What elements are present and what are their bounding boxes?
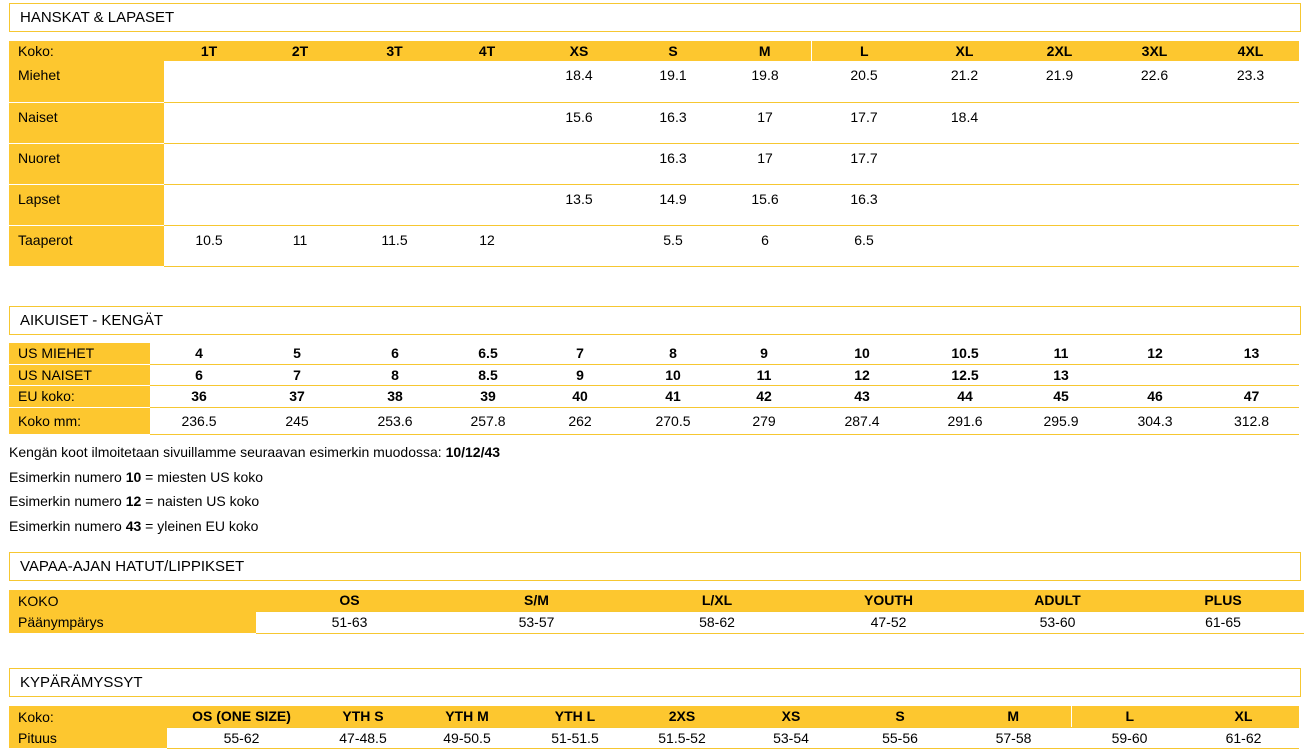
- gloves-title: HANSKAT & LAPASET: [20, 9, 175, 26]
- helmets-cell: 53-54: [738, 727, 844, 748]
- shoes-cell: 6: [346, 343, 444, 364]
- shoe-note: [9, 514, 500, 539]
- note-bold: 43: [125, 517, 142, 534]
- shoes-cell: 37: [248, 385, 346, 407]
- shoes-cell: 45: [1016, 385, 1106, 407]
- gloves-cell: 13.5: [531, 184, 627, 225]
- helmets-size-header: YTH S: [316, 706, 410, 727]
- gloves-cell: 19.1: [627, 61, 719, 102]
- shoes-cell: 41: [628, 385, 718, 407]
- gloves-size-header: M: [719, 41, 811, 61]
- gloves-cell: [1107, 102, 1202, 143]
- helmets-cell: 47-48.5: [316, 727, 410, 748]
- shoes-cell: 287.4: [810, 407, 914, 434]
- hats-size-header: OS: [256, 590, 443, 611]
- shoes-row-label: Koko mm:: [9, 407, 150, 434]
- shoes-cell: 12.5: [914, 364, 1016, 385]
- hats-cell: 47-52: [804, 611, 973, 633]
- gloves-cell: 11: [254, 225, 346, 266]
- gloves-cell: 12: [443, 225, 531, 266]
- gloves-row-taaperot: [9, 225, 1299, 266]
- shoes-cell: 13: [1016, 364, 1106, 385]
- shoe-note: [9, 465, 500, 490]
- gloves-header-row: [9, 41, 1299, 61]
- gloves-size-header: S: [627, 41, 719, 61]
- gloves-size-table: [9, 41, 1299, 267]
- hats-size-header: YOUTH: [804, 590, 973, 611]
- hats-cell: 58-62: [630, 611, 804, 633]
- gloves-cell: [164, 184, 254, 225]
- gloves-cell: 18.4: [917, 102, 1012, 143]
- gloves-row-label: Nuoret: [9, 143, 164, 184]
- gloves-cell: [1107, 184, 1202, 225]
- hats-section-title: [9, 552, 1301, 581]
- shoes-cell: [1204, 364, 1299, 385]
- shoes-row-us-men: [9, 343, 1299, 364]
- shoes-cell: 257.8: [444, 407, 532, 434]
- gloves-cell: 17.7: [811, 143, 917, 184]
- helmets-size-header: S: [844, 706, 956, 727]
- gloves-size-header: 2T: [254, 41, 346, 61]
- helmets-row-length: [9, 727, 1299, 748]
- gloves-cell: [1107, 225, 1202, 266]
- gloves-row-miehet: [9, 61, 1299, 102]
- hats-cell: 61-65: [1142, 611, 1304, 633]
- note-bold: 10/12/43: [445, 444, 501, 460]
- shoes-row-us-women: [9, 364, 1299, 385]
- shoes-row-mm: [9, 407, 1299, 434]
- helmets-cell: 61-62: [1188, 727, 1299, 748]
- shoes-row-label: US NAISET: [9, 364, 150, 385]
- gloves-cell: 10.5: [164, 225, 254, 266]
- gloves-cell: [346, 61, 443, 102]
- gloves-size-header: XL: [917, 41, 1012, 61]
- gloves-row-label: Taaperot: [9, 225, 164, 266]
- shoes-cell: 38: [346, 385, 444, 407]
- gloves-cell: [164, 61, 254, 102]
- gloves-cell: 16.3: [811, 184, 917, 225]
- shoes-cell: 12: [810, 364, 914, 385]
- gloves-cell: [1202, 184, 1299, 225]
- gloves-cell: [443, 102, 531, 143]
- gloves-cell: [1012, 143, 1107, 184]
- shoes-cell: 312.8: [1204, 407, 1299, 434]
- helmets-size-header: 2XS: [626, 706, 738, 727]
- shoes-cell: 4: [150, 343, 248, 364]
- shoes-row-eu: [9, 385, 1299, 407]
- note-bold: 12: [125, 493, 142, 509]
- gloves-row-naiset: [9, 102, 1299, 143]
- hats-cell: 53-57: [443, 611, 630, 633]
- helmets-cell: 49-50.5: [410, 727, 524, 748]
- shoes-cell: 270.5: [628, 407, 718, 434]
- gloves-cell: [1202, 143, 1299, 184]
- hats-header-label: KOKO: [9, 590, 256, 611]
- gloves-cell: [443, 143, 531, 184]
- gloves-cell: [164, 102, 254, 143]
- gloves-cell: [254, 61, 346, 102]
- helmets-cell: 51.5-52: [626, 727, 738, 748]
- helmets-cell: 57-58: [956, 727, 1071, 748]
- gloves-cell: [917, 225, 1012, 266]
- gloves-section-title: [9, 3, 1301, 32]
- gloves-cell: 22.6: [1107, 61, 1202, 102]
- shoes-section-title: [9, 306, 1301, 335]
- gloves-size-header: 1T: [164, 41, 254, 61]
- hats-cell: 51-63: [256, 611, 443, 633]
- helmets-title: KYPÄRÄMYSSYT: [20, 674, 143, 691]
- gloves-cell: [531, 225, 627, 266]
- hats-cell: 53-60: [973, 611, 1142, 633]
- note-text: Esimerkin numero: [9, 493, 126, 509]
- gloves-cell: 15.6: [719, 184, 811, 225]
- gloves-cell: 21.9: [1012, 61, 1107, 102]
- gloves-cell: 21.2: [917, 61, 1012, 102]
- gloves-cell: [1012, 225, 1107, 266]
- gloves-cell: [254, 184, 346, 225]
- gloves-cell: 20.5: [811, 61, 917, 102]
- gloves-cell: [1012, 102, 1107, 143]
- note-bold: 10: [125, 468, 142, 485]
- shoes-cell: 9: [718, 343, 810, 364]
- shoes-cell: 245: [248, 407, 346, 434]
- gloves-row-label: Lapset: [9, 184, 164, 225]
- gloves-size-header: L: [811, 41, 917, 61]
- gloves-cell: 15.6: [531, 102, 627, 143]
- hats-size-header: PLUS: [1142, 590, 1304, 611]
- shoes-cell: 8: [628, 343, 718, 364]
- gloves-cell: [346, 184, 443, 225]
- helmets-cell: 59-60: [1071, 727, 1188, 748]
- shoes-cell: 9: [532, 364, 628, 385]
- shoes-cell: 291.6: [914, 407, 1016, 434]
- gloves-cell: 5.5: [627, 225, 719, 266]
- gloves-cell: [443, 61, 531, 102]
- hats-size-header: S/M: [443, 590, 630, 611]
- helmets-size-table: [9, 706, 1299, 749]
- gloves-cell: 6: [719, 225, 811, 266]
- gloves-cell: 18.4: [531, 61, 627, 102]
- gloves-cell: 19.8: [719, 61, 811, 102]
- shoes-cell: [1106, 364, 1204, 385]
- gloves-cell: [531, 143, 627, 184]
- gloves-row-lapset: [9, 184, 1299, 225]
- helmets-size-header: XS: [738, 706, 844, 727]
- shoes-cell: 39: [444, 385, 532, 407]
- gloves-size-header: 3XL: [1107, 41, 1202, 61]
- note-text: Esimerkin numero: [9, 517, 126, 534]
- helmets-size-header: YTH M: [410, 706, 524, 727]
- gloves-row-nuoret: [9, 143, 1299, 184]
- note-after: = miesten US koko: [141, 468, 264, 485]
- shoes-row-label: EU koko:: [9, 385, 150, 407]
- gloves-cell: [346, 102, 443, 143]
- helmets-row-label: Pituus: [9, 727, 167, 748]
- gloves-cell: [917, 143, 1012, 184]
- shoes-cell: 11: [1016, 343, 1106, 364]
- hats-size-table: [9, 590, 1304, 634]
- helmets-size-header: OS (ONE SIZE): [167, 706, 316, 727]
- note-text: Kengän koot ilmoitetaan sivuillamme seuraavan esimerkin muodossa:: [9, 444, 446, 460]
- shoes-cell: 10: [810, 343, 914, 364]
- gloves-size-header: XS: [531, 41, 627, 61]
- helmets-size-header: L: [1071, 706, 1188, 727]
- gloves-cell: [1202, 102, 1299, 143]
- gloves-cell: 17: [719, 143, 811, 184]
- shoes-cell: 8.5: [444, 364, 532, 385]
- shoes-cell: 11: [718, 364, 810, 385]
- shoes-cell: 5: [248, 343, 346, 364]
- shoes-cell: 36: [150, 385, 248, 407]
- gloves-cell: 23.3: [1202, 61, 1299, 102]
- gloves-header-label: Koko:: [9, 41, 164, 61]
- gloves-cell: 17: [719, 102, 811, 143]
- gloves-size-header: 2XL: [1012, 41, 1107, 61]
- shoes-cell: 46: [1106, 385, 1204, 407]
- shoes-cell: 6: [150, 364, 248, 385]
- gloves-cell: [917, 184, 1012, 225]
- note-after: = naisten US koko: [141, 493, 260, 509]
- shoe-size-notes: [9, 440, 500, 538]
- hats-title: VAPAA-AJAN HATUT/LIPPIKSET: [20, 558, 245, 575]
- helmets-section-title: [9, 668, 1301, 697]
- gloves-cell: [1107, 143, 1202, 184]
- gloves-cell: [164, 143, 254, 184]
- note-after: = yleinen EU koko: [141, 517, 259, 534]
- hats-row-circumference: [9, 611, 1304, 633]
- shoes-cell: 40: [532, 385, 628, 407]
- shoes-cell: 44: [914, 385, 1016, 407]
- gloves-size-header: 4T: [443, 41, 531, 61]
- helmets-cell: 55-62: [167, 727, 316, 748]
- hats-row-label: Päänympärys: [9, 611, 256, 633]
- hats-size-header: L/XL: [630, 590, 804, 611]
- gloves-cell: 14.9: [627, 184, 719, 225]
- helmets-size-header: XL: [1188, 706, 1299, 727]
- shoes-cell: 304.3: [1106, 407, 1204, 434]
- shoes-cell: 42: [718, 385, 810, 407]
- gloves-cell: [254, 143, 346, 184]
- shoes-cell: 7: [248, 364, 346, 385]
- shoes-cell: 6.5: [444, 343, 532, 364]
- gloves-cell: 16.3: [627, 102, 719, 143]
- gloves-cell: 6.5: [811, 225, 917, 266]
- shoes-cell: 279: [718, 407, 810, 434]
- shoes-cell: 262: [532, 407, 628, 434]
- helmets-size-header: M: [956, 706, 1071, 727]
- gloves-cell: 11.5: [346, 225, 443, 266]
- gloves-size-header: 4XL: [1202, 41, 1299, 61]
- gloves-cell: [1012, 184, 1107, 225]
- helmets-cell: 51-51.5: [524, 727, 626, 748]
- shoes-cell: 10: [628, 364, 718, 385]
- note-text: Esimerkin numero: [9, 468, 126, 485]
- shoes-cell: 10.5: [914, 343, 1016, 364]
- shoes-cell: 236.5: [150, 407, 248, 434]
- hats-size-header: ADULT: [973, 590, 1142, 611]
- shoes-cell: 295.9: [1016, 407, 1106, 434]
- shoe-note: [9, 489, 500, 514]
- shoes-row-label: US MIEHET: [9, 343, 150, 364]
- gloves-cell: 17.7: [811, 102, 917, 143]
- shoes-cell: 43: [810, 385, 914, 407]
- shoes-cell: 47: [1204, 385, 1299, 407]
- helmets-cell: 55-56: [844, 727, 956, 748]
- gloves-row-label: Miehet: [9, 61, 164, 102]
- gloves-size-header: 3T: [346, 41, 443, 61]
- shoe-note: [9, 440, 500, 465]
- shoes-size-table: [9, 343, 1299, 435]
- shoes-cell: 12: [1106, 343, 1204, 364]
- gloves-row-label: Naiset: [9, 102, 164, 143]
- gloves-cell: [1202, 225, 1299, 266]
- hats-header-row: [9, 590, 1304, 611]
- shoes-cell: 8: [346, 364, 444, 385]
- gloves-cell: [254, 102, 346, 143]
- gloves-cell: [443, 184, 531, 225]
- gloves-cell: 16.3: [627, 143, 719, 184]
- shoes-title: AIKUISET - KENGÄT: [20, 312, 164, 329]
- shoes-cell: 13: [1204, 343, 1299, 364]
- helmets-header-row: [9, 706, 1299, 727]
- shoes-cell: 253.6: [346, 407, 444, 434]
- gloves-cell: [346, 143, 443, 184]
- helmets-size-header: YTH L: [524, 706, 626, 727]
- shoes-cell: 7: [532, 343, 628, 364]
- helmets-header-label: Koko:: [9, 706, 167, 727]
